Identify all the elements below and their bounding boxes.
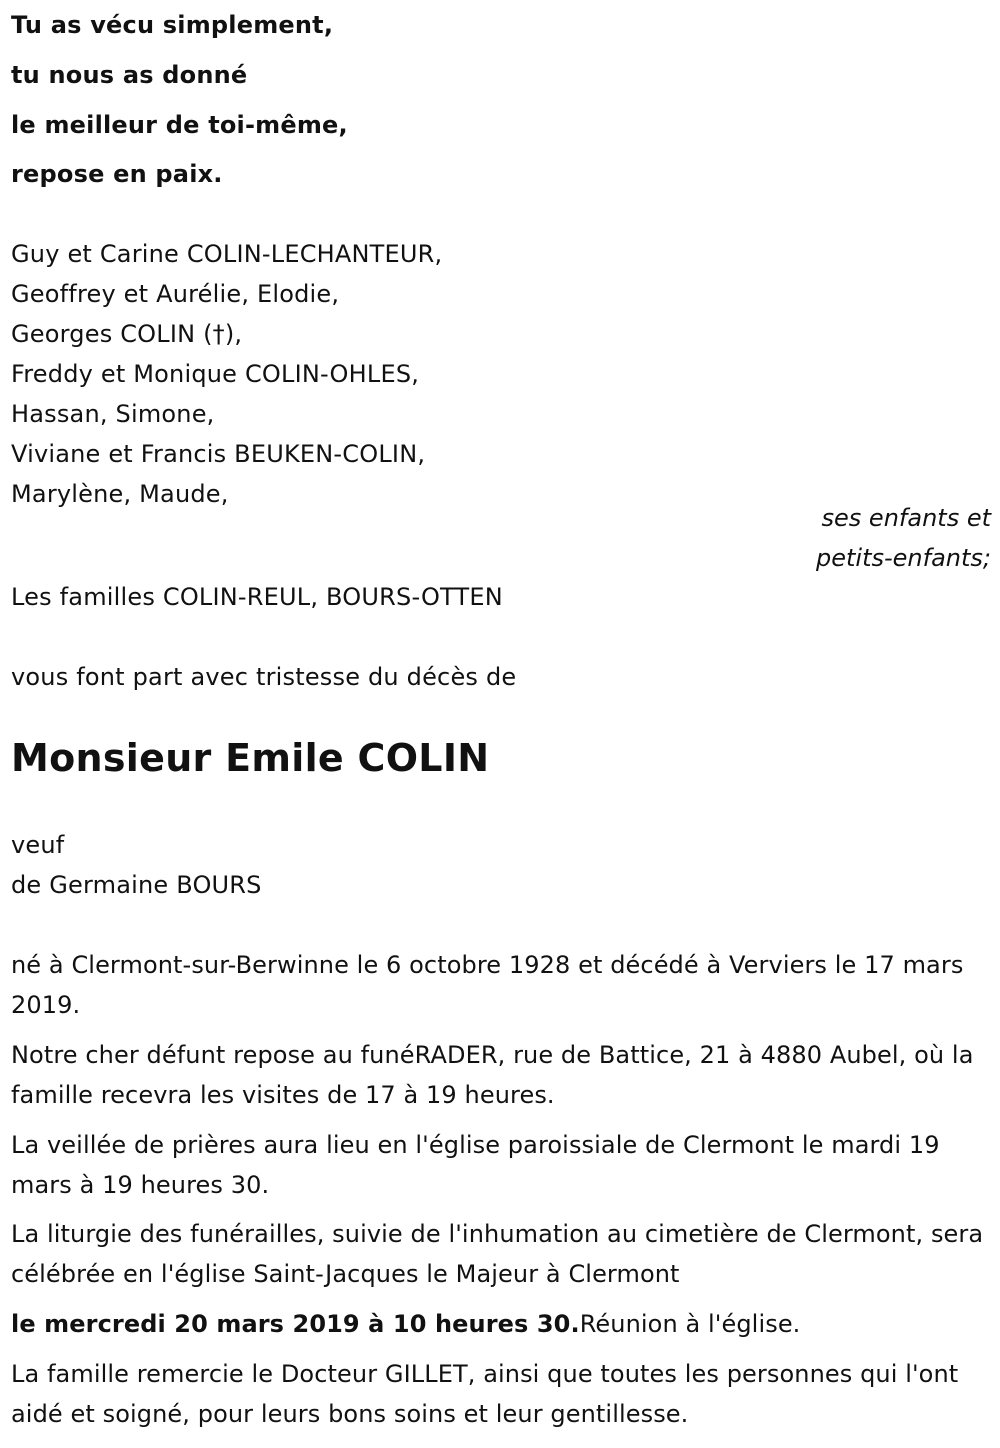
family-relation-line-2: petits-enfants;	[816, 544, 991, 572]
deceased-spouse: de Germaine BOURS	[11, 871, 262, 899]
deceased-name: Monsieur Emile COLIN	[11, 736, 490, 780]
family-line-5: Hassan, Simone,	[11, 400, 215, 428]
meeting-note: Réunion à l'église.	[579, 1310, 801, 1338]
deceased-status: veuf	[11, 831, 65, 859]
family-line-1: Guy et Carine COLIN-LECHANTEUR,	[11, 240, 443, 268]
poem-line-3: le meilleur de toi-même,	[11, 111, 348, 139]
family-line-4: Freddy et Monique COLIN-OHLES,	[11, 360, 420, 388]
thanks-paragraph: La famille remercie le Docteur GILLET, ainsi que toutes les personnes qui l'ont aidé et soigné, pour leurs bons soins et leur gentillesse.	[11, 1360, 959, 1428]
liturgy-paragraph: La liturgie des funérailles, suivie de l'inhumation au cimetière de Clermont, sera célébrée en l'église Saint-Jacques le Majeur à Clermont	[11, 1220, 984, 1288]
other-families: Les familles COLIN-REUL, BOURS-OTTEN	[11, 583, 503, 611]
ceremony-date-paragraph	[11, 1304, 991, 1344]
poem-line-4: repose en paix.	[11, 160, 223, 188]
vigil-paragraph: La veillée de prières aura lieu en l'église paroissiale de Clermont le mardi 19 mars à 19 heures 30.	[11, 1131, 940, 1199]
family-line-6: Viviane et Francis BEUKEN-COLIN,	[11, 440, 426, 468]
family-relation-line-1: ses enfants et	[821, 504, 991, 532]
announcement-text: vous font part avec tristesse du décès de	[11, 663, 517, 691]
family-line-3: Georges COLIN (†),	[11, 320, 243, 348]
poem-line-1: Tu as vécu simplement,	[11, 11, 334, 39]
family-line-7: Marylène, Maude,	[11, 480, 229, 508]
repose-paragraph: Notre cher défunt repose au funéRADER, rue de Battice, 21 à 4880 Aubel, où la famille recevra les visites de 17 à 19 heures.	[11, 1041, 974, 1109]
family-line-2: Geoffrey et Aurélie, Elodie,	[11, 280, 340, 308]
poem-line-2: tu nous as donné	[11, 61, 248, 89]
ceremony-date: le mercredi 20 mars 2019 à 10 heures 30.	[11, 1310, 580, 1338]
birth-death-paragraph: né à Clermont-sur-Berwinne le 6 octobre 1928 et décédé à Verviers le 17 mars 2019.	[11, 951, 964, 1019]
